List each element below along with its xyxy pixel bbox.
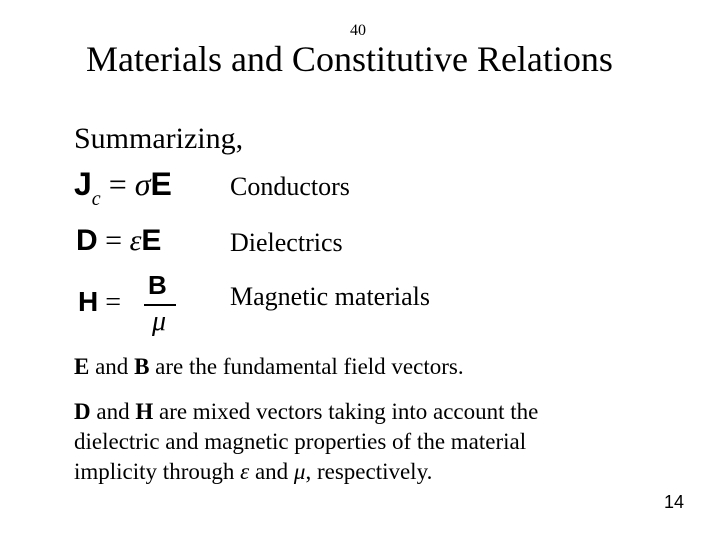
eq-lhs: D	[76, 224, 98, 257]
paragraph-fundamental	[74, 352, 464, 382]
slide-top-number: 40	[350, 22, 366, 39]
fraction-numerator: B	[148, 270, 167, 300]
mu-symbol: μ	[293, 459, 306, 484]
bold-h: H	[135, 399, 154, 424]
paragraph-line-1	[74, 397, 538, 427]
page-number: 14	[664, 492, 685, 512]
equation-magnetic	[78, 270, 178, 340]
intro-text: Summarizing,	[74, 122, 244, 155]
bold-e: E	[74, 354, 90, 379]
fraction-denominator: μ	[152, 306, 167, 337]
text: and	[249, 459, 294, 484]
paragraph-line-2: dielectric and magnetic properties of the material	[74, 429, 527, 454]
label-dielectrics: Dielectrics	[230, 228, 343, 257]
eq-lhs: H	[78, 286, 99, 317]
bold-b: B	[134, 354, 150, 379]
eq-epsilon: ε	[129, 224, 142, 257]
eq-lhs: J	[74, 166, 92, 202]
text: and	[90, 399, 136, 424]
equation-conductors	[74, 166, 172, 210]
text: , respectively.	[305, 459, 433, 484]
text: implicity through	[74, 459, 241, 484]
epsilon-symbol: ε	[240, 459, 250, 484]
slide-title: Materials and Constitutive Relations	[86, 39, 613, 79]
equation-dielectrics	[76, 224, 161, 258]
bold-d: D	[74, 399, 91, 424]
eq-sigma: σ	[134, 166, 151, 202]
label-conductors: Conductors	[230, 172, 350, 201]
eq-equals: =	[100, 166, 135, 202]
eq-rhs: E	[150, 166, 172, 202]
paragraph-line-3	[74, 457, 538, 487]
text: and	[89, 354, 135, 379]
text: are mixed vectors taking into account the	[153, 399, 539, 424]
eq-rhs: E	[141, 224, 162, 257]
eq-subscript: c	[91, 188, 101, 210]
paragraph-mixed	[74, 397, 538, 487]
eq-equals: =	[97, 224, 130, 257]
label-magnetic: Magnetic materials	[230, 282, 430, 311]
eq-equals: =	[98, 287, 122, 318]
text: are the fundamental field vectors.	[149, 354, 464, 379]
